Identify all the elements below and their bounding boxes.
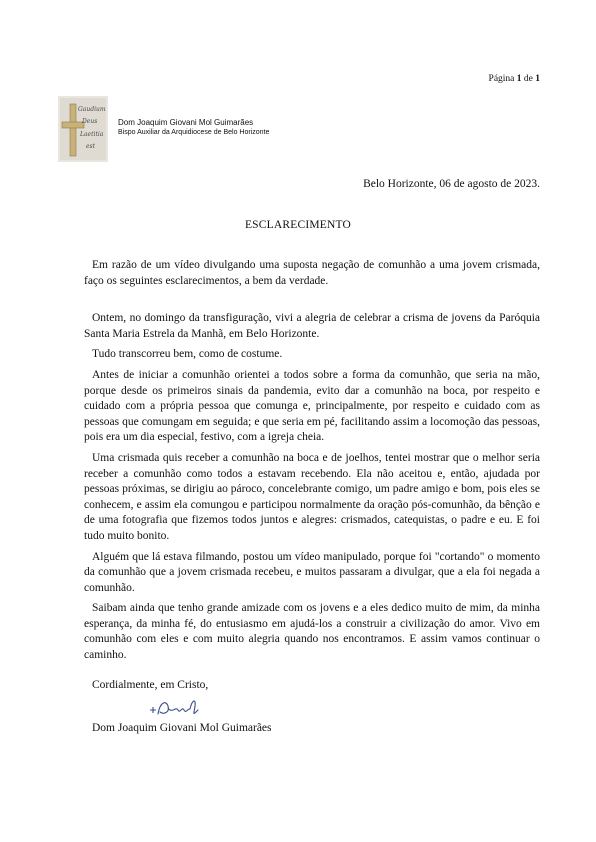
closing: Cordialmente, em Cristo, [92,679,209,691]
letterhead-title: Bispo Auxiliar da Arquidiocese de Belo Horizonte [118,129,270,136]
paragraph: Uma crismada quis receber a comunhão na boca e de joelhos, tentei mostrar que o melhor seria receber a comunhão como todos a estavam recebendo. Ela não aceitou e, então, ajudada por pessoas próximas, se dirigiu ao pároco, concelebrante comigo, um padre amigo e bom, pois eles se conhecem, e assim ela comungou e participou normalmente da oração pós-comunhão, da bênção e de uma fotografia que fizemos todos juntos e alegres: crismados, catequistas, o padre e eu. E foi tudo muito bonito. [84,451,540,542]
paragraph: Alguém que lá estava filmando, postou um vídeo manipulado, porque foi "cortando" o momento da comunhão que a jovem crismada recebeu, e muitos passaram a divulgar, que a ela foi negada a comunhão. [84,550,540,594]
letter-body [84,258,540,664]
handwritten-signature-icon [146,696,206,720]
paragraph: Antes de iniciar a comunhão orientei a todos sobre a forma da comunhão, que seria na mão, porque desde os primeiros sinais da pandemia, evito dar a comunhão na boca, por respeito e cuidado com a própria pessoa que comunga e, principalmente, por respeito e cuidado com as pessoas que comungam em seguida; e que seria em pé, facilitando assim a locomoção das pessoas, pois era um dia especial, festivo, com a igreja cheia. [84,368,540,444]
letterhead [118,117,269,138]
signer-name: Dom Joaquim Giovani Mol Guimarães [92,722,272,734]
paragraph: Ontem, no domingo da transfiguração, vivi a alegria de celebrar a crisma de jovens da Paróquia Santa Maria Estrela da Manhã, em Belo Horizonte. [84,312,540,340]
paragraph: Saibam ainda que tenho grande amizade com os jovens e a eles dedico muito de mim, da minha esperança, da minha fé, do entusiasmo em ajudá-los a construir a civilização do amor. Vivo em comunhão com eles e com muito alegria quando nos encontramos. E assim vamos continuar o caminho. [84,602,540,662]
document-title: ESCLARECIMENTO [244,219,352,231]
svg-text:est: est [86,143,96,150]
date-line: Belo Horizonte, 06 de agosto de 2023. [363,178,540,190]
paragraph: Tudo transcorreu bem, como de costume. [92,348,283,361]
svg-text:Deus: Deus [82,118,98,125]
paragraph-intro: Em razão de um vídeo divulgando uma suposta negação de comunhão a uma jovem crismada, faço os seguintes esclarecimentos, a bem da verdade. [84,259,540,287]
letterhead-name: Dom Joaquim Giovani Mol Guimarães [118,118,254,127]
page-number: Página 1 de 1 [488,74,540,84]
cross-emblem-icon [58,96,108,162]
svg-text:Gaudium: Gaudium [78,106,106,113]
svg-text:Laetitia: Laetitia [80,131,104,138]
